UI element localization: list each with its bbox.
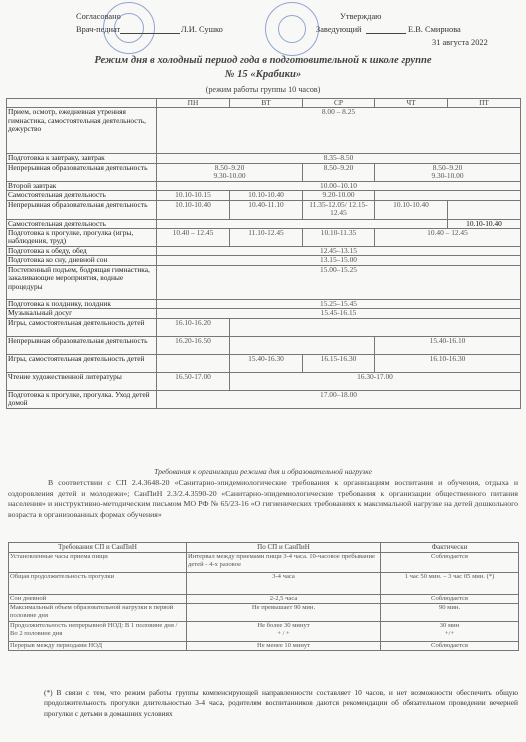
- empty-cell: [230, 318, 521, 336]
- empty-cell: [230, 336, 375, 354]
- group-name: № 15 «Крабики»: [224, 69, 302, 80]
- activity-cell: Музыкальный досуг: [7, 309, 157, 318]
- fact-cell: Соблюдается: [381, 552, 519, 572]
- time-cell: 15.40-16.30: [230, 354, 303, 372]
- requirement-cell: Продолжительность непрерывной НОД: В 1 половине дня / Во 2 половине дня: [9, 621, 187, 641]
- header-cell: Фактически: [381, 543, 519, 553]
- requirement-cell: Максимальный объем образовательной нагрузки в первой половине дня: [9, 603, 187, 621]
- time-cell: 8.35–8.50: [157, 154, 521, 163]
- requirements-paragraph: В соответствии с СП 2.4.3648-20 «Санитарно-эпидемиологические требования к организациям воспитания и обучения, отдыха и оздоровления детей и молодежи»; СанПиН 2.3/2.4.3590-20 «Санитарно-эпидемиологические требования к организации общественного питания населения» и инструктивно-методическим письмом МО РФ № 65/23-16 «О гигиенических требованиях к максимальной нагрузке на детей дошкольного возраста в организованных формах обучения»: [8, 478, 518, 519]
- activity-cell: Второй завтрак: [7, 181, 157, 190]
- time-cell: 11.10-12.45: [230, 229, 303, 247]
- time-cell: 10.40 – 12.45: [375, 229, 521, 247]
- empty-cell: [375, 191, 521, 200]
- approval-date: 31 августа 2022: [432, 38, 488, 47]
- fact-cell: Соблюдается: [381, 594, 519, 603]
- time-cell: 16.10-16.20: [157, 318, 230, 336]
- header-day: ВТ: [230, 99, 303, 108]
- time-cell: 8.50–9.20: [303, 163, 375, 181]
- table-row: [7, 256, 521, 265]
- time-cell: 10.40-11.10: [230, 200, 303, 219]
- table-row: [7, 229, 521, 247]
- activity-cell: Игры, самостоятельная деятельность детей: [7, 318, 157, 336]
- fact-cell: Соблюдается: [381, 641, 519, 650]
- table-row: [7, 390, 521, 408]
- fact-cell: 90 мин.: [381, 603, 519, 621]
- time-cell: 16.50-17.00: [157, 372, 230, 390]
- time-cell: 8.50–9.20 9.30-10.00: [157, 163, 303, 181]
- header-day: ПН: [157, 99, 230, 108]
- head-name: Е.В. Смирнова: [408, 25, 461, 34]
- activity-cell: Непрерывная образовательная деятельность: [7, 163, 157, 181]
- time-cell: 16.30-17.00: [230, 372, 521, 390]
- time-cell: 10.10-10.40: [230, 191, 303, 200]
- requirement-cell: Сон дневной: [9, 594, 187, 603]
- head-title: Заведующий: [316, 25, 362, 34]
- time-cell: 8.50–9.20 9.30-10.00: [375, 163, 521, 181]
- activity-cell: Подготовка к прогулке, прогулка. Уход детей домой: [7, 390, 157, 408]
- norm-cell: Не превышает 90 мин.: [187, 603, 381, 621]
- time-cell: 15.45-16.15: [157, 309, 521, 318]
- time-cell: 10.10-10.40: [448, 219, 521, 228]
- requirement-cell: Перерыв между периодами НОД: [9, 641, 187, 650]
- time-cell: 8.00 – 8.25: [157, 108, 521, 154]
- time-cell: 10.40 – 12.45: [157, 229, 230, 247]
- work-mode-subtitle: (режим работы группы 10 часов): [205, 85, 321, 94]
- time-cell: 11.35-12.05/ 12.15-12.45: [303, 200, 375, 219]
- page-title: Режим дня в холодный период года в подготовительной к школе группе: [94, 55, 432, 66]
- time-cell: 16.15-16.30: [303, 354, 375, 372]
- footnote: (*) В связи с тем, что режим работы группы компенсирующей направленности составляет 10 часов, и нет возможности обеспечить общую продолжительность прогулки длительностью 3-4 часа, родителям воспитанников даются рекомендации об обязательном проведении вечерней прогулки с детьми в домашних условиях: [44, 688, 518, 718]
- time-cell: 9.20-10.00: [303, 191, 375, 200]
- requirements-table: [8, 542, 519, 651]
- table-row: [7, 265, 521, 299]
- activity-cell: Подготовка к прогулке, прогулка (игры, наблюдения, труд): [7, 229, 157, 247]
- activity-cell: Игры, самостоятельная деятельность детей: [7, 354, 157, 372]
- table-row: [7, 163, 521, 181]
- time-cell: 10.10-10.15: [157, 191, 230, 200]
- activity-cell: Подготовка ко сну, дневной сон: [7, 256, 157, 265]
- time-cell: 15.00–15.25: [157, 265, 521, 299]
- table-row: [9, 552, 519, 572]
- requirement-cell: Общая продолжительность прогулки: [9, 572, 187, 594]
- time-cell: 15.25–15.45: [157, 299, 521, 308]
- doctor-title: Врач-педиат: [76, 25, 121, 34]
- time-cell: 15.40-16.10: [375, 336, 521, 354]
- table-row: [7, 318, 521, 336]
- table-row: [7, 336, 521, 354]
- empty-cell: [448, 200, 521, 219]
- norm-cell: 2-2,5 часа: [187, 594, 381, 603]
- requirements-title: Требования к организации режима дня и образовательной нагрузке: [154, 467, 372, 476]
- header-day: ПТ: [448, 99, 521, 108]
- approval-label-left: Согласовано: [76, 12, 121, 21]
- fact-cell: 1 час 50 мин. – 3 час 05 мин. (*): [381, 572, 519, 594]
- activity-cell: Постепенный подъем, бодрящая гимнастика, закаливающие мероприятия, водные процедуры: [7, 265, 157, 299]
- table-row: [7, 154, 521, 163]
- time-cell: 10.00–10.10: [157, 181, 521, 190]
- time-cell: 12.45–13.15: [157, 247, 521, 256]
- time-cell: 10.10-10.40: [375, 200, 448, 219]
- activity-cell: Самостоятельная деятельность: [7, 219, 157, 228]
- activity-cell: Непрерывная образовательная деятельность: [7, 200, 157, 219]
- norm-cell: Не более 30 минут + / +: [187, 621, 381, 641]
- activity-cell: Подготовка к завтраку, завтрак: [7, 154, 157, 163]
- time-cell: 16.20-16.50: [157, 336, 230, 354]
- activity-cell: Самостоятельная деятельность: [7, 191, 157, 200]
- activity-cell: Подготовка к обеду, обед: [7, 247, 157, 256]
- table-row: [7, 309, 521, 318]
- table-row: [7, 108, 521, 154]
- activity-cell: Чтение художественной литературы: [7, 372, 157, 390]
- table-row: [7, 372, 521, 390]
- time-cell: 10.10-11.35: [303, 229, 375, 247]
- time-cell: 13.15–15.00: [157, 256, 521, 265]
- norm-cell: Интервал между приемами пищи 3-4 часа. 10-часовое пребывание детей - 4-х разовое: [187, 552, 381, 572]
- table-row: [9, 603, 519, 621]
- head-signature-line: [366, 33, 406, 34]
- empty-cell: [157, 354, 230, 372]
- header-day: СР: [303, 99, 375, 108]
- table-row: [9, 621, 519, 641]
- norm-cell: Не менее 10 минут: [187, 641, 381, 650]
- approval-label-right: Утверждаю: [340, 12, 382, 21]
- header-cell: По СП и СанПиН: [187, 543, 381, 553]
- activity-cell: Прием, осмотр, ежедневная утренняя гимнастика, самостоятельная деятельность, дежурство: [7, 108, 157, 154]
- header-cell: Требования СП и СанПиН: [9, 543, 187, 553]
- header-day: ЧТ: [375, 99, 448, 108]
- table-row: [9, 572, 519, 594]
- table-row: [7, 299, 521, 308]
- table-row: [7, 354, 521, 372]
- time-cell: 16.10-16.30: [375, 354, 521, 372]
- stamp-inner-ring-left: [114, 13, 144, 43]
- requirements-header-row: [9, 543, 519, 553]
- table-row: [9, 641, 519, 650]
- time-cell: 10.10-10.40: [157, 200, 230, 219]
- doctor-name: Л.И. Сушко: [181, 25, 223, 34]
- time-cell: 17.00–18.00: [157, 390, 521, 408]
- norm-cell: 3-4 часа: [187, 572, 381, 594]
- activity-cell: Непрерывная образовательная деятельность: [7, 336, 157, 354]
- requirement-cell: Установленные часы приема пищи: [9, 552, 187, 572]
- table-row: [7, 200, 521, 219]
- table-row: [7, 191, 521, 200]
- table-row: [9, 594, 519, 603]
- stamp-inner-ring-right: [278, 15, 306, 43]
- activity-cell: Подготовка к полднику, полдник: [7, 299, 157, 308]
- schedule-table: [6, 98, 521, 409]
- fact-cell: 30 мин +/+: [381, 621, 519, 641]
